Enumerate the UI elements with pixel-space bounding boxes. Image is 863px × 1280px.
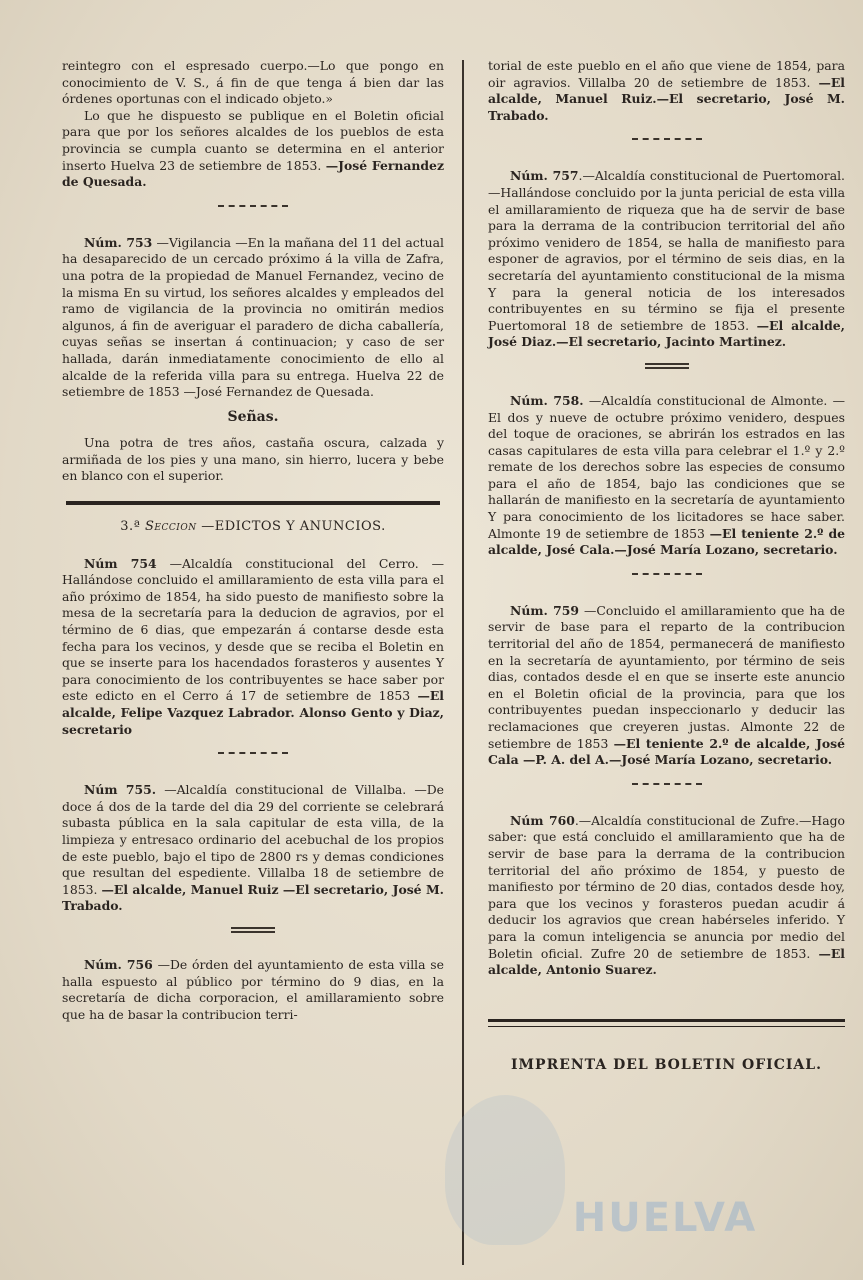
notice-755-text: —Alcaldía constitucional de Villalba. —De doce á dos de la tarde del dia 29 del corriente se celebrará subasta pública en la sala capitular de esta villa, de la limpieza y entresaco ordinario del acebuchal de los propios de este pueblo, bajo el tipo de 2800 rs y demas condiciones que resultan del espediente. Villalba 18 de setiembre de 1853. (62, 782, 444, 897)
dashed-separator (218, 205, 288, 209)
notice-753 (62, 235, 444, 401)
column-divider (462, 60, 464, 1265)
notice-754-number: Núm 754 (84, 555, 157, 571)
notice-756-text: —De órden del ayuntamiento de esta villa se halla espuesto al público por término do 9 dias, en la secretaría de dicha corporacion, el amillaramiento sobre que ha de basar la contribucion terri- (62, 956, 444, 1022)
watermark-text: HUELVA (572, 1195, 758, 1241)
notice-760 (488, 813, 845, 979)
section-heading (62, 519, 444, 536)
notice-754-text: —Alcaldía constitucional del Cerro. —Hallándose concluido el amillaramiento de esta villa para el año próximo de 1854, ha sido puesto de manifiesto sobre la mesa de la secretaría para la deducion de agravios, por el término de 6 dias, que empezarán á contarse desde esta fecha para los vecinos, y desde que se reciba el Boletin en que se inserte para los hacendados forasteros y ausentes Y para conocimiento de los contribuyentes se hace saber por este edicto en el Cerro á 17 de setiembre de 1853 (62, 555, 444, 704)
notice-757-number: Núm. 757 (510, 168, 579, 184)
left-column (62, 58, 444, 1023)
notice-756-signature: —El alcalde, Manuel Ruiz.—El secretario, José M. Trabado. (488, 74, 845, 123)
notice-759-signature: —El teniente 2.º de alcalde, José Cala —P. A. del A.—José María Lozano, secretario. (488, 735, 845, 768)
notice-760-signature: —El alcalde, Antonio Suarez. (488, 945, 845, 978)
notice-754 (62, 556, 444, 739)
paragraph-publication-order (62, 108, 444, 191)
paragraph-continuation: reintegro con el espresado cuerpo.—Lo que pongo en conocimiento de V. S., á fin de que tenga á bien dar las órdenes oportunas con el indicado objeto.» (62, 58, 444, 107)
notice-758-text: —Alcaldía constitucional de Almonte. —El dos y nueve de octubre próximo venidero, despues del toque de oraciones, se abrirán los estrados en las casas capitulares de esta villa para celebrar el 1.º y 2.º remate de los derechos sobre las especies de consumo para el año de 1854, bajo las condiciones que se hallarán de manifiesto en la secretaría de ayuntamiento Y para conocimiento de los licitadores se hace saber. Almonte 19 de setiembre de 1853 (488, 392, 845, 541)
notice-757-text: .—Alcaldía constitucional de Puertomoral.—Hallándose concluido por la junta pericial de esta villa el amillaramiento de riqueza que ha de servir de base para la derrama de la contribucion territorial del año próximo venidero de 1854, se halla de manifiesto para esponer de agravios, por el término de seis dias, en la secretaría del ayuntamiento constitucional de la misma Y para la general noticia de los interesados contribuyentes en su término se fija el presente Puertomoral 18 de setiembre de 1853. (488, 168, 845, 333)
section-word: Seccion (145, 519, 197, 535)
notice-755 (62, 782, 444, 915)
notice-757-signature: —El alcalde, José Diaz.—El secretario, Jacinto Martinez. (488, 317, 845, 350)
notice-757 (488, 168, 845, 351)
notice-756 (62, 957, 444, 1023)
notice-755-signature: —El alcalde, Manuel Ruiz —El secretario, José M. Trabado. (62, 881, 444, 914)
right-column (488, 58, 845, 1073)
senas-heading: Señas. (227, 408, 279, 425)
notice-756-continuation (488, 58, 845, 124)
notice-759-text: —Concluido el amillaramiento que ha de servir de base para el reparto de la contribucion territorial del año de 1854, permanecerá de manifiesto en la secretaría de ayuntamiento, por término de seis dias, contados desde el en que se inserte este anuncio en el Boletin oficial de la provincia, para que los contribuyentes puedan inspeccionarlo y deducir las reclamaciones que creyeren justas. Almonte 22 de setiembre de 1853 (488, 602, 845, 751)
publication-order-signature: —José Fernandez de Quesada. (62, 157, 444, 190)
dashed-separator (218, 752, 288, 756)
notice-756-number: Núm. 756 (84, 956, 153, 972)
notice-756-continuation-text: torial de este pueblo en el año que viene de 1854, para oir agravios. Villalba 20 de setiembre de 1853. (488, 58, 845, 90)
notice-755-number: Núm 755. (84, 782, 157, 798)
double-separator (645, 363, 689, 369)
thick-divider (66, 501, 440, 505)
bottom-thick-rule (488, 1019, 845, 1022)
double-separator (231, 927, 275, 933)
notice-759 (488, 603, 845, 769)
notice-758 (488, 393, 845, 559)
senas-description: Una potra de tres años, castaña oscura, calzada y armiñada de los pies y una mano, sin hierro, lucera y bebe en blanco con el superior. (62, 435, 444, 484)
printer-imprint: IMPRENTA DEL BOLETIN OFICIAL. (511, 1056, 822, 1073)
notice-760-text: .—Alcaldía constitucional de Zufre.—Hago saber: que está concluido el amillaramiento que ha de servir de base para la derrama de la contribucion territorial del año próximo de 1854, y puesto de manifiesto por término de 20 dias, contados desde hoy, para que los vecinos y forasteros puedan acudir á deducir los agravios que crean habérseles inferido. Y para la comun inteligencia se anuncia por medio del Boletin oficial. Zufre 20 de setiembre de 1853. (488, 812, 845, 961)
publication-order-text: Lo que he dispuesto se publique en el Boletin oficial para que por los señores alcaldes de los pueblos de esta provincia se cumpla cuanto se determina en el anterior inserto Huelva 23 de setiembre de 1853. (62, 107, 444, 173)
notice-760-number: Núm 760 (510, 812, 575, 828)
dashed-separator (632, 783, 702, 787)
notice-753-number: Núm. 753 (84, 234, 153, 250)
notice-759-number: Núm. 759 (510, 602, 580, 618)
notice-754-signature: —El alcalde, Felipe Vazquez Labrador. Alonso Gento y Diaz, secretario (62, 688, 444, 737)
bottom-thin-rule (488, 1026, 845, 1027)
notice-758-signature: —El teniente 2.º de alcalde, José Cala.—José María Lozano, secretario. (488, 525, 845, 558)
section-title-text: —EDICTOS Y ANUNCIOS. (201, 519, 386, 535)
dashed-separator (632, 573, 702, 577)
notice-753-text: —Vigilancia —En la mañana del 11 del actual ha desaparecido de un cercado próximo á la villa de Zafra, una potra de la propiedad de Manuel Fernandez, vecino de la misma En su virtud, los señores alcaldes y empleados del ramo de vigilancia de la provincia no omitirán medios algunos, á fin de averiguar el paradero de dicha caballería, cuyas señas se insertan á continuacion; y caso de ser hallada, darán inmediatamente conocimiento de ello al alcalde de la referida villa para su entrega. Huelva 22 de setiembre de 1853 —José Fernandez de Quesada. (62, 234, 444, 400)
section-number: 3.ª (120, 519, 141, 535)
notice-758-number: Núm. 758. (510, 392, 584, 408)
dashed-separator (632, 138, 702, 142)
